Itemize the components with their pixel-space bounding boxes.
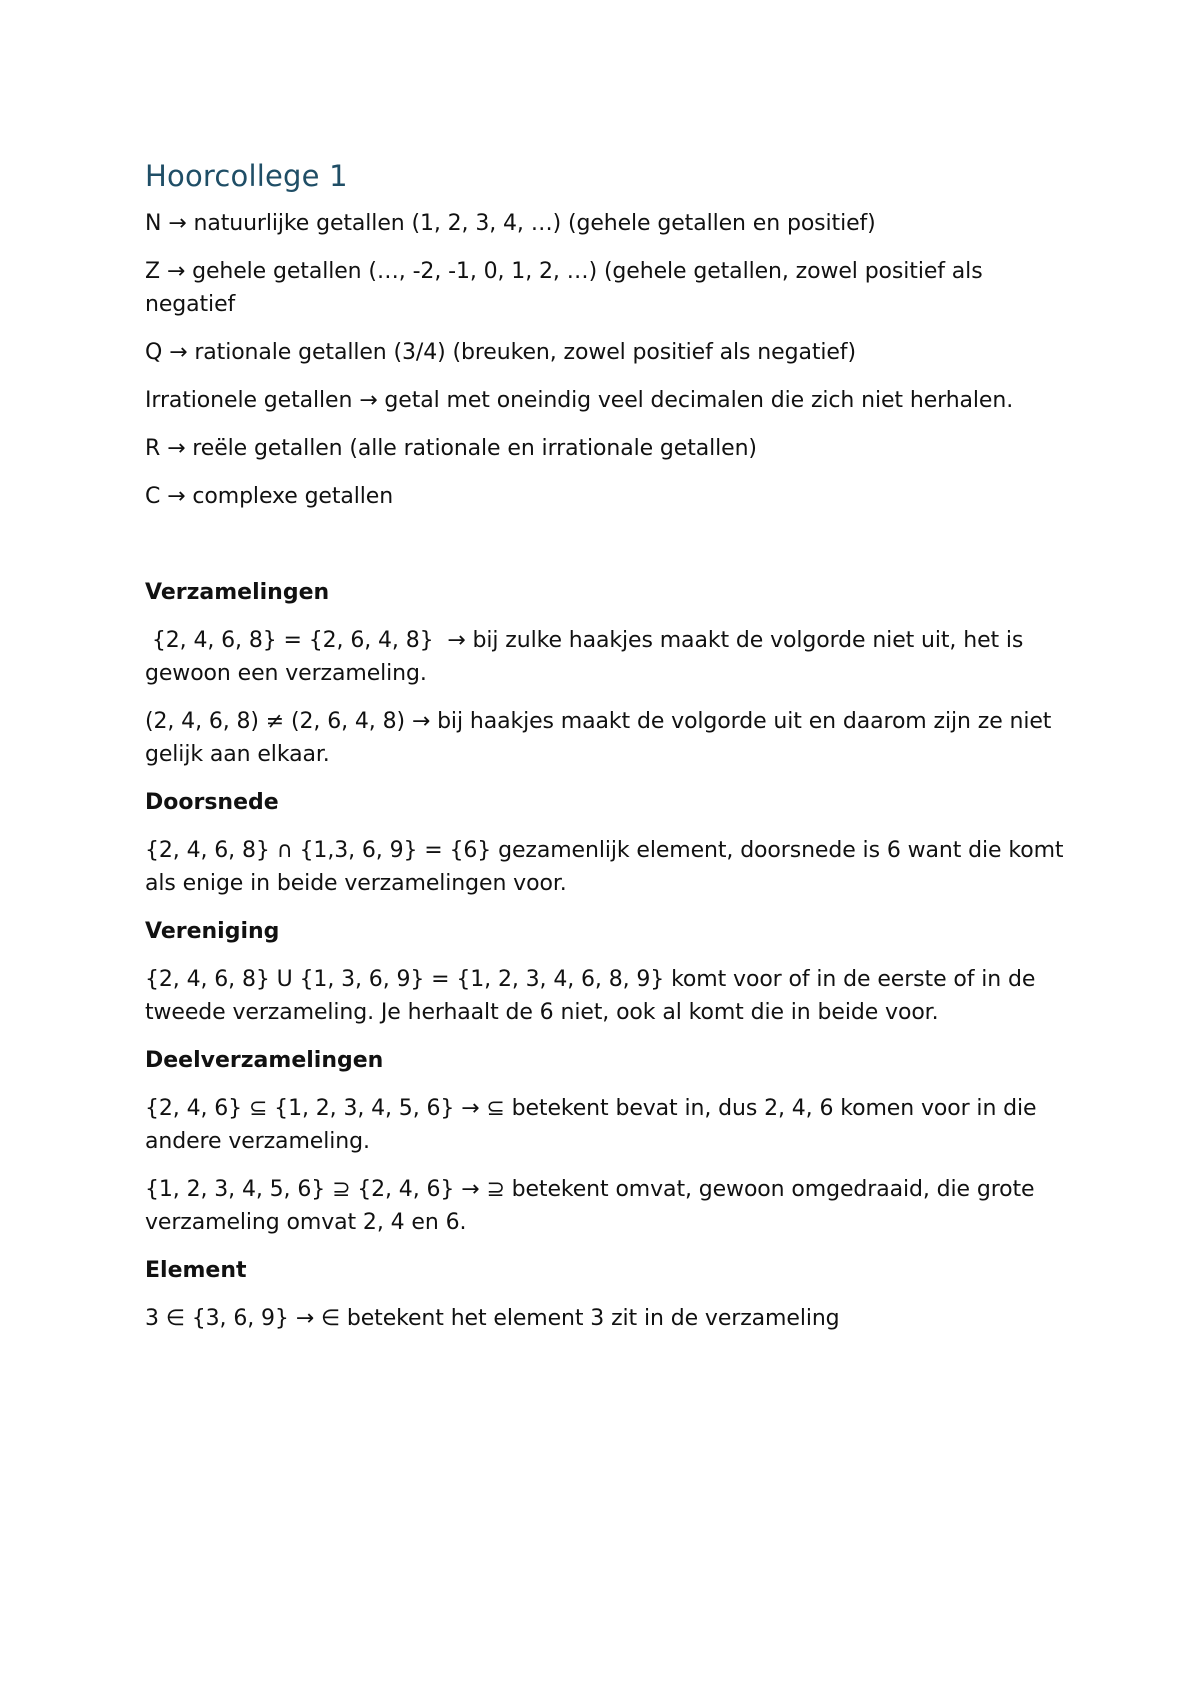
- heading-element: Element: [145, 1258, 247, 1283]
- paragraph-verzamelingen-1: {2, 4, 6, 8} = {2, 6, 4, 8} → bij zulke haakjes maakt de volgorde niet uit, het is gewoon een verzameling.: [145, 628, 1024, 686]
- paragraph-doorsnede-1: {2, 4, 6, 8} ∩ {1,3, 6, 9} = {6} gezamenlijk element, doorsnede is 6 want die komt als enige in beide verzamelingen voor.: [145, 838, 1064, 896]
- paragraph-element-1: 3 ∈ {3, 6, 9} → ∈ betekent het element 3 zit in de verzameling: [145, 1306, 840, 1331]
- document-title: Hoorcollege 1: [145, 159, 348, 193]
- document-page: [145, 158, 1075, 1350]
- paragraph-reele-getallen: R → reële getallen (alle rationale en irrationale getallen): [145, 436, 757, 461]
- paragraph-vereniging-1: {2, 4, 6, 8} U {1, 3, 6, 9} = {1, 2, 3, 4, 6, 8, 9} komt voor of in de eerste of in de tweede verzameling. Je herhaalt de 6 niet, ook al komt die in beide voor.: [145, 967, 1036, 1025]
- paragraph-deelverzamelingen-2: {1, 2, 3, 4, 5, 6} ⊇ {2, 4, 6} → ⊇ betekent omvat, gewoon omgedraaid, die grote verzameling omvat 2, 4 en 6.: [145, 1177, 1035, 1235]
- empty-line: [145, 528, 1075, 561]
- heading-verzamelingen: Verzamelingen: [145, 580, 330, 605]
- paragraph-complexe-getallen: C → complexe getallen: [145, 484, 394, 509]
- heading-deelverzamelingen: Deelverzamelingen: [145, 1048, 384, 1073]
- paragraph-rationale-getallen: Q → rationale getallen (3/4) (breuken, zowel positief als negatief): [145, 340, 856, 365]
- paragraph-natuurlijke-getallen: N → natuurlijke getallen (1, 2, 3, 4, …) (gehele getallen en positief): [145, 211, 876, 236]
- paragraph-deelverzamelingen-1: {2, 4, 6} ⊆ {1, 2, 3, 4, 5, 6} → ⊆ betekent bevat in, dus 2, 4, 6 komen voor in die andere verzameling.: [145, 1096, 1037, 1154]
- paragraph-irrationele-getallen: Irrationele getallen → getal met oneindig veel decimalen die zich niet herhalen.: [145, 388, 1014, 413]
- heading-vereniging: Vereniging: [145, 919, 280, 944]
- paragraph-verzamelingen-2: (2, 4, 6, 8) ≠ (2, 6, 4, 8) → bij haakjes maakt de volgorde uit en daarom zijn ze niet gelijk aan elkaar.: [145, 709, 1052, 767]
- paragraph-gehele-getallen: Z → gehele getallen (…, -2, -1, 0, 1, 2, …) (gehele getallen, zowel positief als negatief: [145, 259, 983, 317]
- heading-doorsnede: Doorsnede: [145, 790, 279, 815]
